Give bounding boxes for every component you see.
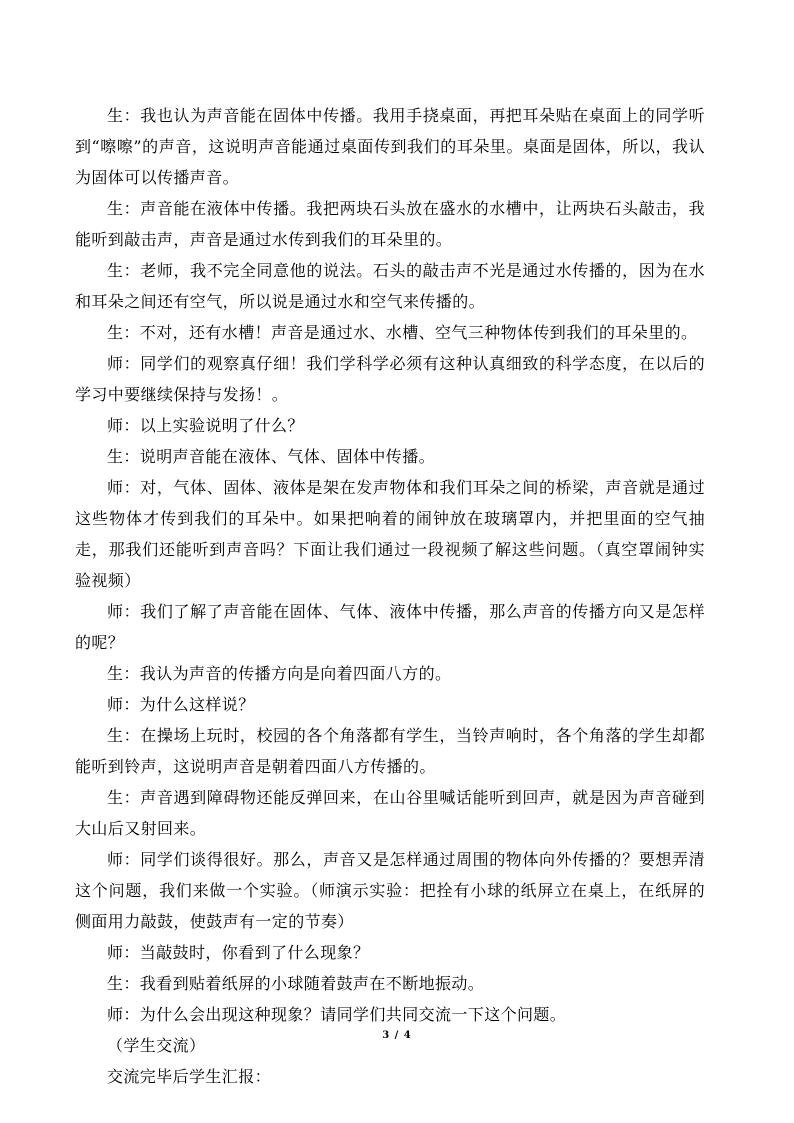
paragraph-7: 生：说明声音能在液体、气体、固体中传播。 <box>107 447 436 466</box>
document-body <box>75 100 705 1092</box>
paragraph-11: 师：为什么这样说？ <box>107 695 255 714</box>
paragraph-1: 生：我也认为声音能在固体中传播。我用手挠桌面，再把耳朵贴在桌面上的同学听到“嚓嚓”的声音，这说明声音能通过桌面传到我们的耳朵里。桌面是固体，所以，我认为固体可以传播声音。 <box>75 106 705 187</box>
paragraph-3: 生：老师，我不完全同意他的说法。石头的敲击声不光是通过水传播的，因为在水和耳朵之间还有空气，所以说是通过水和空气来传播的。 <box>75 261 705 311</box>
paragraph-14: 师：同学们谈得很好。那么，声音又是怎样通过周围的物体向外传播的？要想弄清这个问题，我们来做一个实验。（师演示实验：把拴有小球的纸屏立在桌上，在纸屏的侧面用力敲鼓，使鼓声有一定的节奏） <box>75 850 705 931</box>
paragraph-17: 师：为什么会出现这种现象？请同学们共同交流一下这个问题。 <box>107 1005 567 1024</box>
paragraph-10: 生：我认为声音的传播方向是向着四面八方的。 <box>107 664 452 683</box>
page-number: 3 / 4 <box>382 1030 412 1041</box>
paragraph-8: 师：对，气体、固体、液体是架在发声物体和我们耳朵之间的桥梁，声音就是通过这些物体才传到我们的耳朵中。如果把响着的闹钟放在玻璃罩内，并把里面的空气抽走，那我们还能听到声音吗？下面让我们通过一段视频了解这些问题。（真空罩闹钟实验视频） <box>75 478 705 590</box>
paragraph-6: 师：以上实验说明了什么？ <box>107 416 304 435</box>
paragraph-19: 交流完毕后学生汇报： <box>107 1067 272 1086</box>
paragraph-12: 生：在操场上玩时，校园的各个角落都有学生，当铃声响时，各个角落的学生却都能听到铃声，这说明声音是朝着四面八方传播的。 <box>75 726 705 776</box>
paragraph-16: 生：我看到贴着纸屏的小球随着鼓声在不断地振动。 <box>107 974 485 993</box>
paragraph-18: （学生交流） <box>107 1036 206 1055</box>
paragraph-13: 生：声音遇到障碍物还能反弹回来，在山谷里喊话能听到回声，就是因为声音碰到大山后又射回来。 <box>75 788 705 838</box>
paragraph-9: 师：我们了解了声音能在固体、气体、液体中传播，那么声音的传播方向又是怎样的呢？ <box>75 602 705 652</box>
paragraph-2: 生：声音能在液体中传播。我把两块石头放在盛水的水槽中，让两块石头敲击，我能听到敲击声，声音是通过水传到我们的耳朵里的。 <box>75 199 705 249</box>
paragraph-5: 师：同学们的观察真仔细！我们学科学必须有这种认真细致的科学态度，在以后的学习中要继续保持与发扬！。 <box>75 354 705 404</box>
paragraph-4: 生：不对，还有水槽！声音是通过水、水槽、空气三种物体传到我们的耳朵里的。 <box>107 323 698 342</box>
paragraph-15: 师：当敲鼓时，你看到了什么现象？ <box>107 943 370 962</box>
